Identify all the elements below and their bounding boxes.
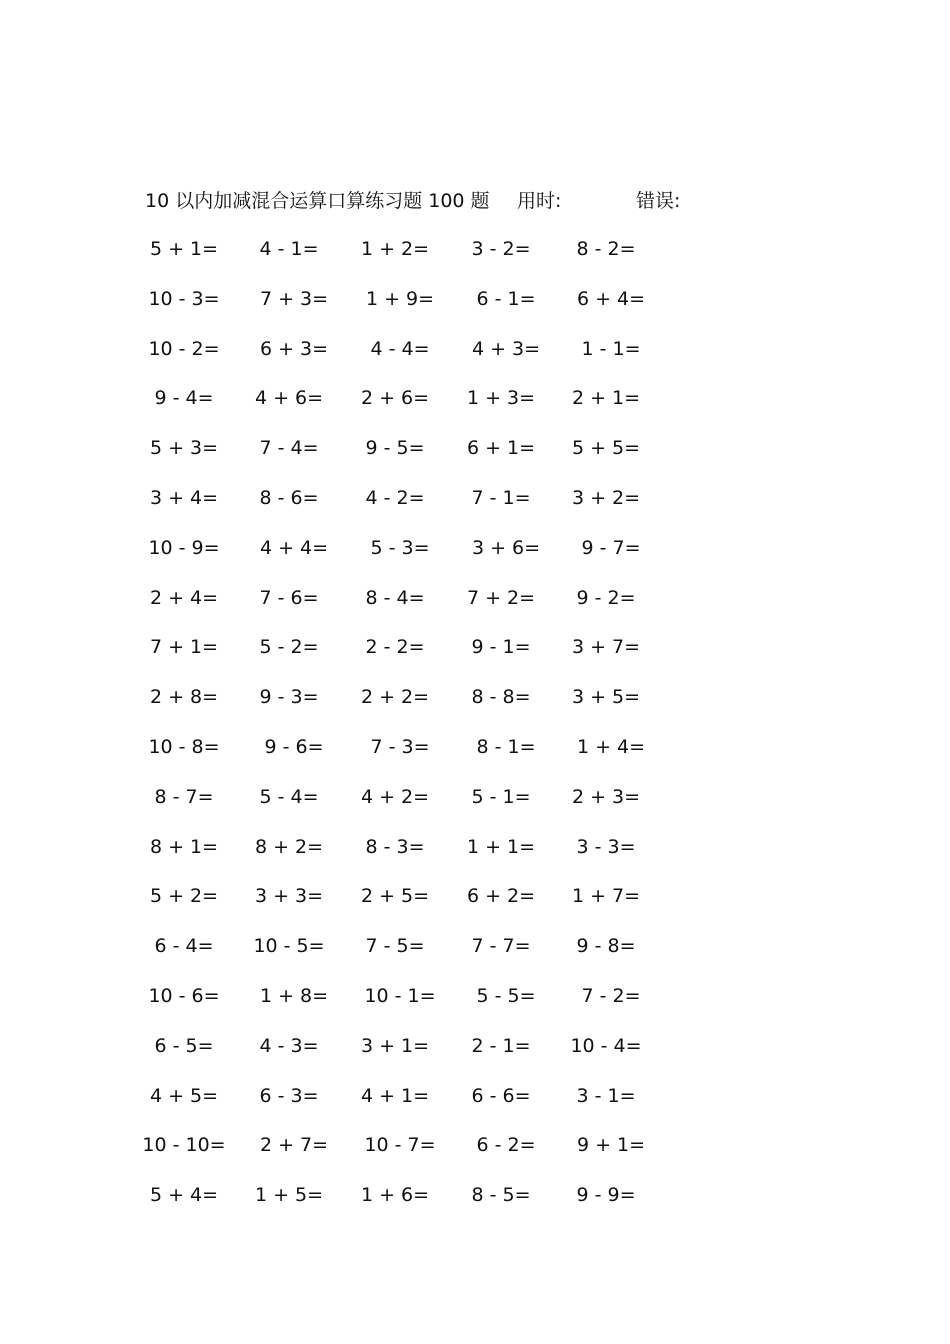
math-problem: 7 - 1= xyxy=(471,486,531,509)
problem-row xyxy=(0,1180,950,1230)
math-problem: 6 + 1= xyxy=(466,437,536,460)
math-problem: 6 + 4= xyxy=(576,287,646,310)
math-problem: 6 - 3= xyxy=(259,1084,319,1107)
math-problem: 6 + 3= xyxy=(259,337,329,360)
math-problem: 9 - 2= xyxy=(576,586,636,609)
math-problem: 8 - 2= xyxy=(576,238,636,260)
math-problem: 9 - 8= xyxy=(576,935,636,958)
math-problem: 6 - 1= xyxy=(476,287,536,310)
math-problem: 8 - 6= xyxy=(259,486,319,509)
math-problem: 2 + 1= xyxy=(571,387,641,410)
math-problem: 3 + 6= xyxy=(471,536,541,559)
problem-row xyxy=(0,284,950,334)
problem-row xyxy=(0,732,950,782)
math-problem: 1 - 1= xyxy=(581,337,641,360)
problem-row xyxy=(0,832,950,882)
math-problem: 2 + 5= xyxy=(360,885,430,908)
math-problem: 9 + 1= xyxy=(576,1134,646,1157)
problem-row xyxy=(0,1031,950,1081)
problem-row xyxy=(0,583,950,633)
problem-row xyxy=(0,682,950,732)
math-problem: 9 - 3= xyxy=(259,686,319,709)
math-problem: 4 + 6= xyxy=(254,387,324,410)
math-problem: 3 + 1= xyxy=(360,1034,430,1057)
problem-row xyxy=(0,632,950,682)
math-problem: 10 - 10= xyxy=(142,1134,226,1157)
math-problem: 2 + 6= xyxy=(360,387,430,410)
math-problem: 1 + 2= xyxy=(360,238,430,260)
math-problem: 8 - 4= xyxy=(365,586,425,609)
math-problem: 4 + 4= xyxy=(259,536,329,559)
math-problem: 8 - 5= xyxy=(471,1184,531,1207)
math-problem: 8 + 1= xyxy=(149,835,219,858)
math-problem: 1 + 6= xyxy=(360,1184,430,1207)
math-problem: 9 - 5= xyxy=(365,437,425,460)
math-problem: 5 - 5= xyxy=(476,984,536,1007)
math-problem: 1 + 9= xyxy=(365,287,435,310)
problem-row xyxy=(0,881,950,931)
math-problem: 5 - 4= xyxy=(259,785,319,808)
math-problem: 3 + 2= xyxy=(571,486,641,509)
math-problem: 5 + 4= xyxy=(149,1184,219,1207)
math-problem: 10 - 2= xyxy=(148,337,220,360)
problem-row xyxy=(0,383,950,433)
math-problem: 6 - 4= xyxy=(154,935,214,958)
math-problem: 8 - 1= xyxy=(476,735,536,758)
math-problem: 6 - 5= xyxy=(154,1034,214,1057)
math-problem: 4 + 5= xyxy=(149,1084,219,1107)
math-problem: 3 - 1= xyxy=(576,1084,636,1107)
math-problem: 10 - 5= xyxy=(253,935,325,958)
math-problem: 8 - 7= xyxy=(154,785,214,808)
problem-row xyxy=(0,1081,950,1131)
math-problem: 3 - 2= xyxy=(471,238,531,260)
math-problem: 2 - 2= xyxy=(365,636,425,659)
math-problem: 10 - 6= xyxy=(148,984,220,1007)
problem-row xyxy=(0,931,950,981)
problem-grid xyxy=(0,234,950,1230)
time-used-label: 用时: xyxy=(517,190,562,212)
math-problem: 3 + 4= xyxy=(149,486,219,509)
math-problem: 5 + 1= xyxy=(149,238,219,260)
math-problem: 4 + 2= xyxy=(360,785,430,808)
math-problem: 9 - 7= xyxy=(581,536,641,559)
math-problem: 5 + 5= xyxy=(571,437,641,460)
math-problem: 1 + 4= xyxy=(576,735,646,758)
math-problem: 1 + 3= xyxy=(466,387,536,410)
math-problem: 2 + 3= xyxy=(571,785,641,808)
problem-row xyxy=(0,483,950,533)
math-problem: 10 - 4= xyxy=(570,1034,642,1057)
math-problem: 3 - 3= xyxy=(576,835,636,858)
math-problem: 10 - 8= xyxy=(148,735,220,758)
math-problem: 10 - 7= xyxy=(364,1134,436,1157)
math-problem: 6 - 6= xyxy=(471,1084,531,1107)
math-problem: 10 - 3= xyxy=(148,287,220,310)
math-problem: 3 + 7= xyxy=(571,636,641,659)
math-problem: 7 - 4= xyxy=(259,437,319,460)
math-problem: 9 - 9= xyxy=(576,1184,636,1207)
problem-row xyxy=(0,533,950,583)
problem-row xyxy=(0,1130,950,1180)
math-problem: 10 - 1= xyxy=(364,984,436,1007)
math-problem: 3 + 5= xyxy=(571,686,641,709)
worksheet-title: 10 以内加减混合运算口算练习题 100 题 xyxy=(145,190,490,212)
math-problem: 1 + 1= xyxy=(466,835,536,858)
math-problem: 2 - 1= xyxy=(471,1034,531,1057)
math-problem: 7 - 3= xyxy=(370,735,430,758)
math-problem: 5 - 2= xyxy=(259,636,319,659)
math-problem: 5 + 2= xyxy=(149,885,219,908)
math-problem: 10 - 9= xyxy=(148,536,220,559)
math-problem: 9 - 6= xyxy=(264,735,324,758)
problem-row xyxy=(0,433,950,483)
problem-row xyxy=(0,234,950,284)
math-problem: 7 + 1= xyxy=(149,636,219,659)
math-problem: 6 - 2= xyxy=(476,1134,536,1157)
math-problem: 7 + 2= xyxy=(466,586,536,609)
math-problem: 7 - 6= xyxy=(259,586,319,609)
math-problem: 4 - 2= xyxy=(365,486,425,509)
math-problem: 4 - 3= xyxy=(259,1034,319,1057)
math-problem: 7 - 5= xyxy=(365,935,425,958)
math-problem: 5 + 3= xyxy=(149,437,219,460)
problem-row xyxy=(0,981,950,1031)
errors-label: 错误: xyxy=(636,190,681,212)
math-problem: 5 - 1= xyxy=(471,785,531,808)
math-problem: 7 + 3= xyxy=(259,287,329,310)
math-problem: 2 + 4= xyxy=(149,586,219,609)
math-problem: 2 + 2= xyxy=(360,686,430,709)
math-problem: 2 + 8= xyxy=(149,686,219,709)
math-problem: 1 + 8= xyxy=(259,984,329,1007)
math-problem: 7 - 7= xyxy=(471,935,531,958)
math-problem: 4 + 3= xyxy=(471,337,541,360)
problem-row xyxy=(0,334,950,384)
math-problem: 8 - 3= xyxy=(365,835,425,858)
math-problem: 8 + 2= xyxy=(254,835,324,858)
math-problem: 4 - 1= xyxy=(259,238,319,260)
math-problem: 7 - 2= xyxy=(581,984,641,1007)
math-problem: 8 - 8= xyxy=(471,686,531,709)
math-problem: 5 - 3= xyxy=(370,536,430,559)
math-problem: 9 - 4= xyxy=(154,387,214,410)
math-problem: 4 + 1= xyxy=(360,1084,430,1107)
math-problem: 2 + 7= xyxy=(259,1134,329,1157)
math-problem: 1 + 5= xyxy=(254,1184,324,1207)
math-problem: 1 + 7= xyxy=(571,885,641,908)
math-problem: 4 - 4= xyxy=(370,337,430,360)
math-problem: 3 + 3= xyxy=(254,885,324,908)
problem-row xyxy=(0,782,950,832)
math-problem: 9 - 1= xyxy=(471,636,531,659)
math-problem: 6 + 2= xyxy=(466,885,536,908)
